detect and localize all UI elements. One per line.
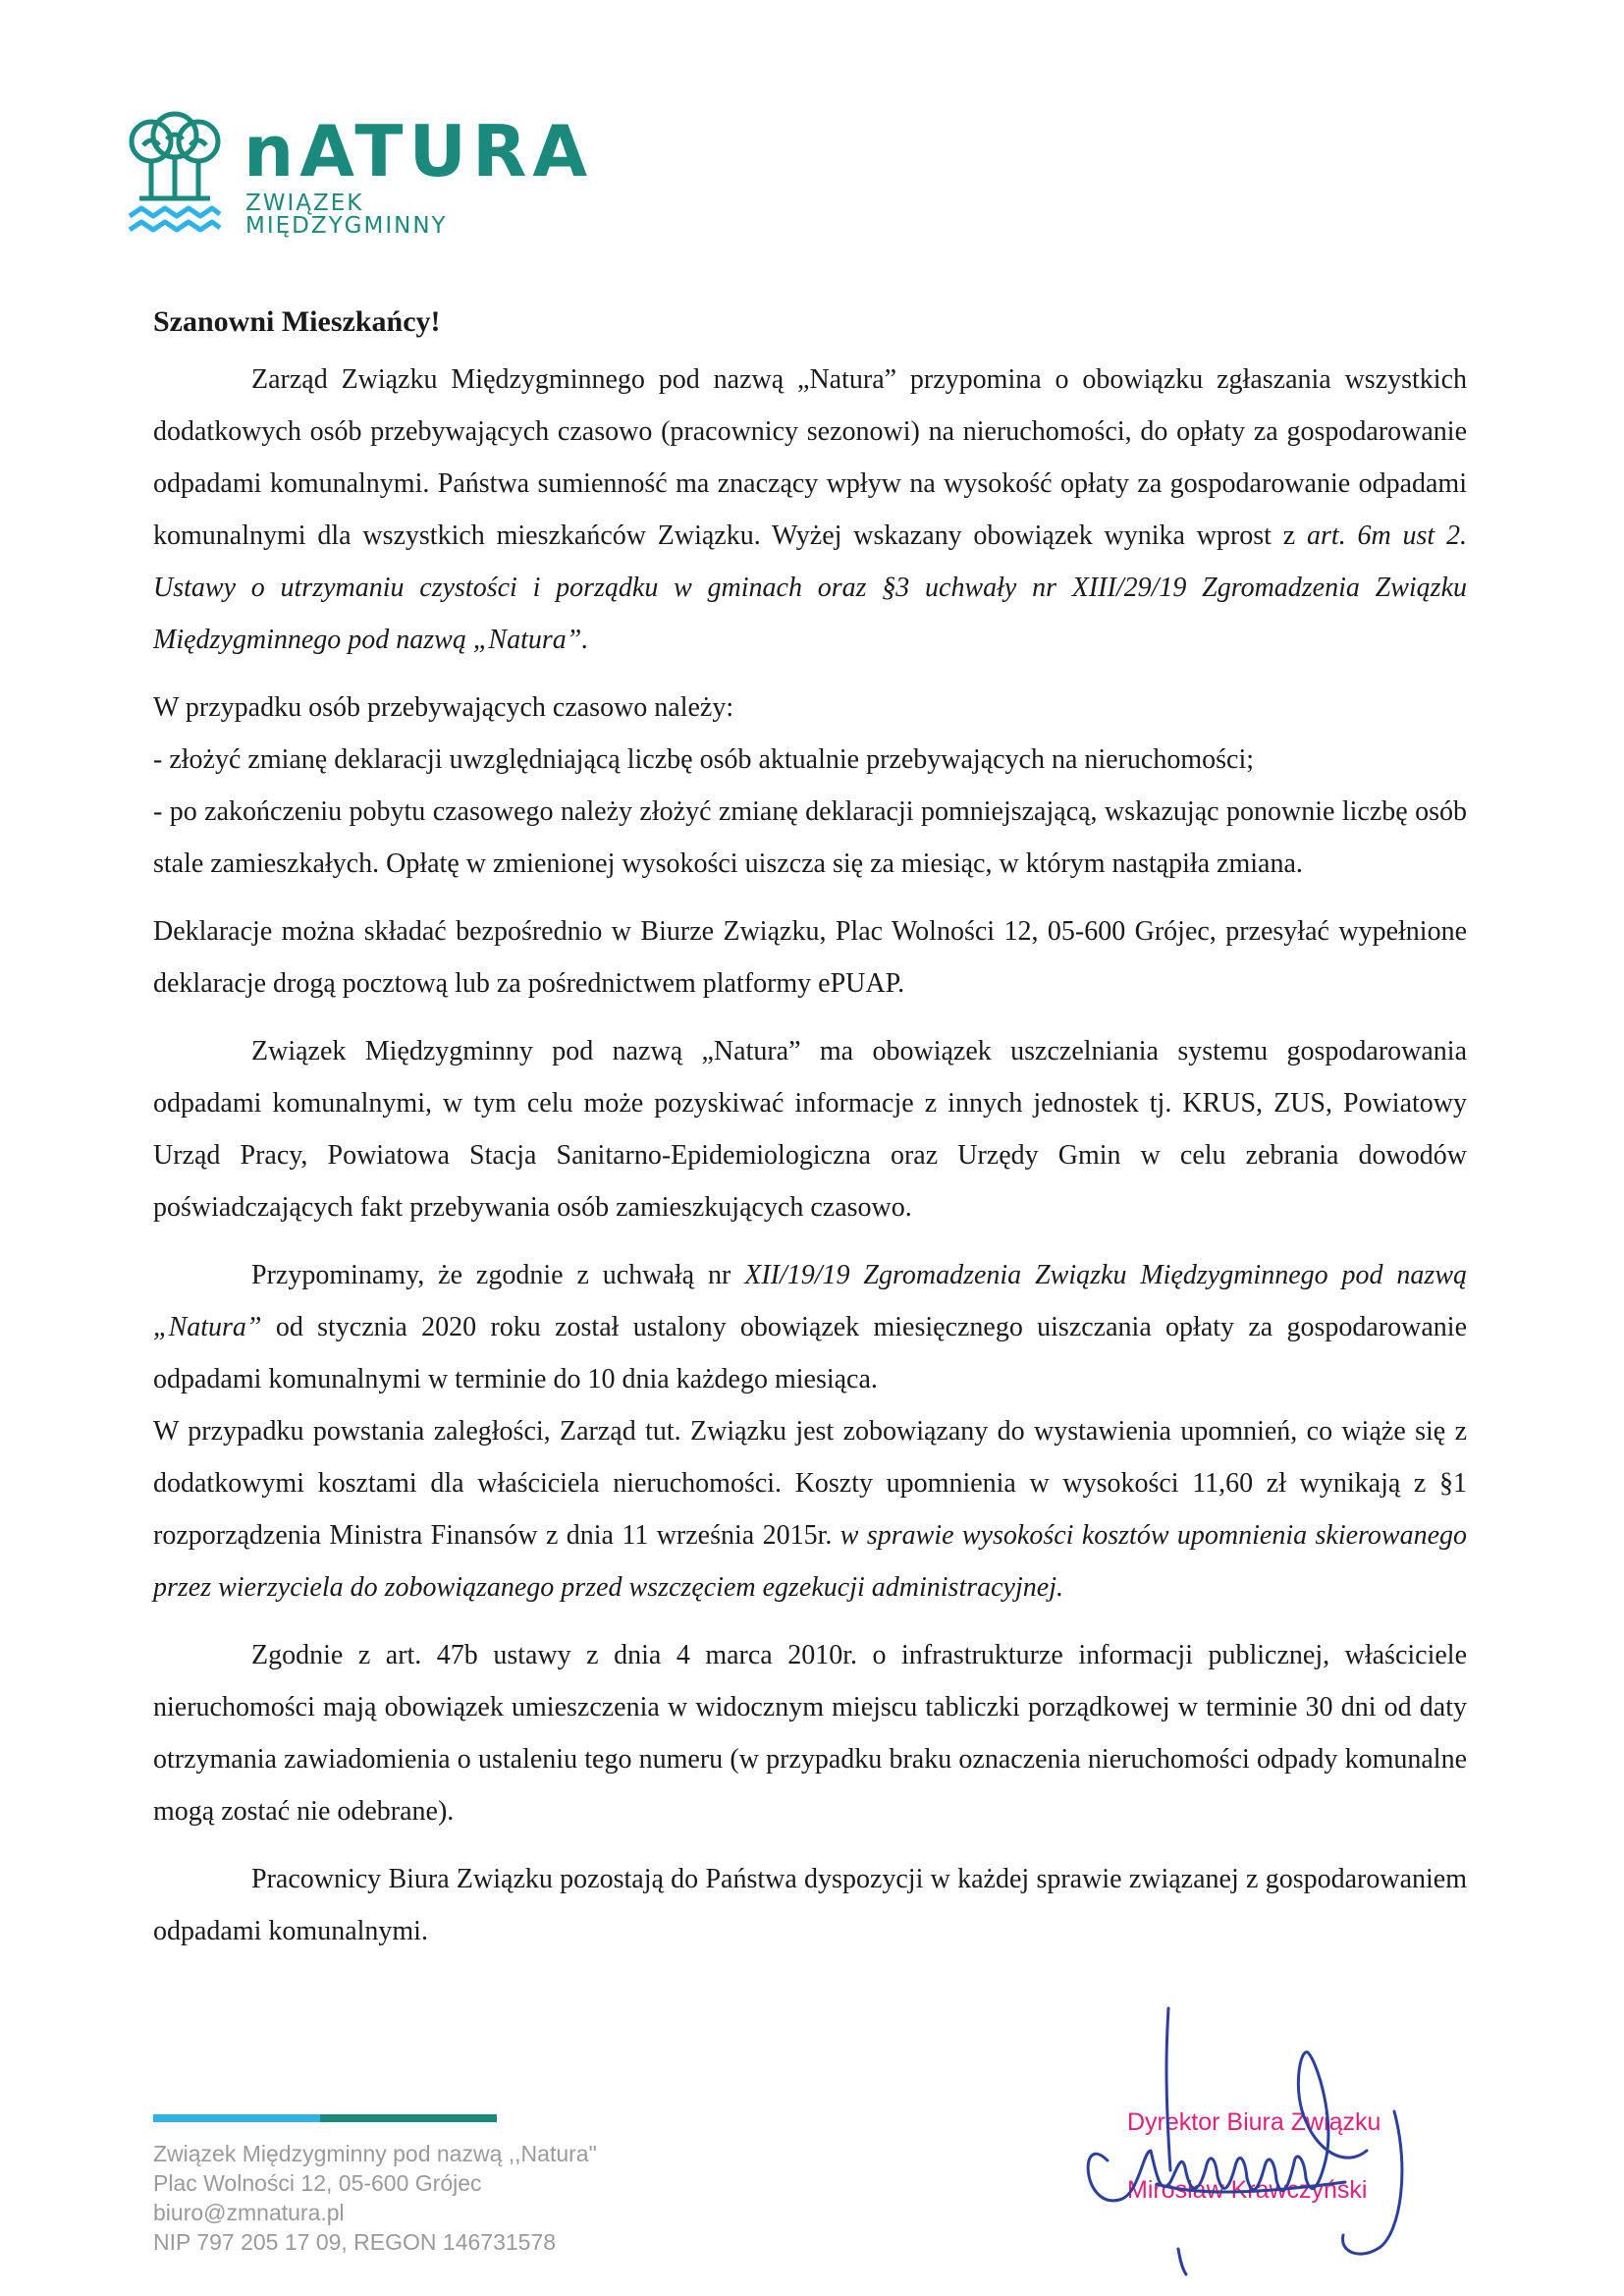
footer-contact [153,2139,597,2257]
paragraph-1 [153,354,1467,666]
paragraph-5-resolution: XII/19/19 Zgromadzenia Związku Międzygminnego pod nazwą „Natura” [153,1260,1468,1342]
paragraph-7: Zgodnie z art. 47b ustawy z dnia 4 marca 2010r. o infrastrukturze informacji publicznej, właściciele nieruchomości mają obowiązek umieszczenia w widocznym miejscu tabliczki porządkowej w terminie 30 dni od daty otrzymania zawiadomienia o ustaleniu tego numeru (w przypadku braku oznaczenia nieruchomości odpady komunalne mogą zostać nie odebrane). [153,1640,1467,1827]
logo-subtitle: ZWIĄZEK MIĘDZYGMINNY [245,191,448,239]
paragraph-6-text: W przypadku powstania zaległości, Zarząd tut. Związku jest zobowiązany do wystawienia upomnień, co wiąże się z dodatkowymi kosztami dla właściciela nieruchomości. Koszty upomnienia w wysokości 11,60 zł wynikają z §1 rozporządzenia Ministra Finansów z dnia 11 września 2015r. [153,1416,1467,1551]
paragraph-4: Związek Międzygminny pod nazwą „Natura” ma obowiązek uszczelniania systemu gospodarowania odpadami komunalnymi, w tym celu może pozyskiwać informacje z innych jednostek tj. KRUS, ZUS, Powiatowy Urząd Pracy, Powiatowa Stacja Sanitarno-Epidemiologiczna oraz Urzędy Gmin w celu zebrania dowodów poświadczających fakt przebywania osób zamieszkujących czasowo. [153,1036,1467,1223]
salutation: Szanowni Mieszkańcy! [153,305,441,338]
logo-wordmark: nATURA [244,110,594,192]
footer-email: biuro@zmnatura.pl [153,2200,345,2225]
paragraph-6-regulation-title: w sprawie wysokości kosztów upomnienia skierowanego przez wierzyciela do zobowiązanego przed wszczęciem egzekucji administracyjnej. [153,1520,1467,1603]
paragraph-5-text-a: Przypominamy, że zgodnie z uchwałą nr [251,1260,731,1290]
paragraph-2 [153,682,1467,890]
signature-block [1060,2003,1434,2278]
paragraph-2-item-1: - złożyć zmianę deklaracji uwzględniającą liczbę osób aktualnie przebywających na nieruchomości; [153,744,1255,775]
paragraph-2-item-2: - po zakończeniu pobytu czasowego należy złożyć zmianę deklaracji pomniejszającą, wskazując ponownie liczbę osób stale zamieszkałych. Opłatę w zmienionej wysokości uiszcza się za miesiąc, w którym nastąpiła zmiana. [153,796,1467,879]
footer-tax-ids: NIP 797 205 17 09, REGON 146731578 [153,2229,557,2255]
footer-divider [153,2114,497,2122]
handwritten-signature-icon [1060,2003,1434,2278]
paragraph-5-text-c: od stycznia 2020 roku został ustalony obowiązek miesięcznego uiszczania opłaty za gospodarowanie odpadami komunalnymi w terminie do 10 dnia każdego miesiąca. [153,1312,1468,1394]
paragraph-6 [153,1405,1467,1613]
stamp-title: Dyrektor Biura Związku [1127,2108,1381,2136]
footer-organization: Związek Międzygminny pod nazwą ,,Natura" [153,2141,597,2166]
stamp-name: Mirosław Krawczyński [1127,2176,1368,2204]
paragraph-2-intro: W przypadku osób przebywających czasowo należy: [153,692,734,723]
footer-divider-green [320,2114,497,2122]
paragraph-5 [153,1249,1467,1405]
paragraph-8: Pracownicy Biura Związku pozostają do Państwa dyspozycji w każdej sprawie związanej z gospodarowaniem odpadami komunalnymi. [153,1864,1467,1946]
natura-logo [126,108,594,255]
footer-divider-blue [153,2114,320,2122]
paragraph-1-legal-reference: art. 6m ust 2. Ustawy o utrzymaniu czystości i porządku w gminach oraz §3 uchwały nr XIII/29/19 Zgromadzenia Związku Międzygminnego pod nazwą „Natura”. [153,520,1467,655]
paragraph-1-text: Zarząd Związku Międzygminnego pod nazwą „Natura” przypomina o obowiązku zgłaszania wszystkich dodatkowych osób przebywających czasowo (pracownicy sezonowi) na nieruchomości, do opłaty za gospodarowanie odpadami komunalnymi. Państwa sumienność ma znaczący wpływ na wysokość opłaty za gospodarowanie odpadami komunalnymi dla wszystkich mieszkańców Związku. Wyżej wskazany obowiązek wynika wprost z [153,364,1467,551]
tree-logo-icon [126,108,224,255]
paragraph-3: Deklaracje można składać bezpośrednio w Biurze Związku, Plac Wolności 12, 05-600 Grójec, przesyłać wypełnione deklaracje drogą pocztową lub za pośrednictwem platformy ePUAP. [153,916,1467,999]
letter-body [153,302,1467,1957]
footer-address: Plac Wolności 12, 05-600 Grójec [153,2170,482,2196]
